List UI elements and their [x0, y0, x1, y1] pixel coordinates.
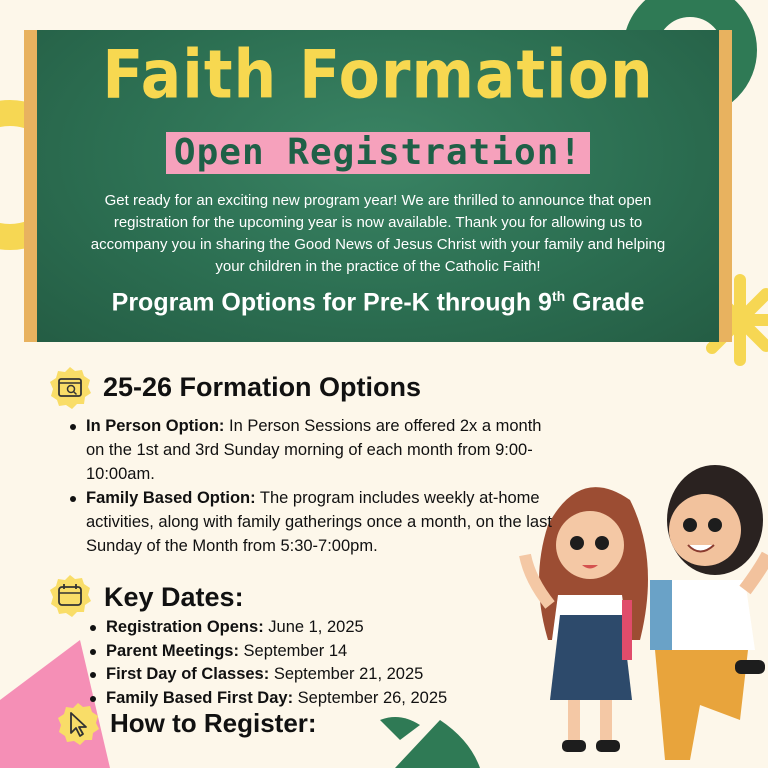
- date-label: Family Based First Day:: [106, 688, 294, 707]
- date-label: Registration Opens:: [106, 618, 264, 636]
- list-item: [88, 616, 508, 640]
- date-label: First Day of Classes:: [106, 665, 270, 683]
- list-item: [68, 486, 558, 558]
- subtitle-banner: Open Registration!: [166, 132, 590, 174]
- list-item: [68, 414, 558, 486]
- program-prefix: Program Options for Pre-K through 9: [111, 288, 552, 317]
- date-label: Parent Meetings:: [106, 641, 239, 660]
- program-options-heading: [37, 288, 719, 317]
- key-dates-heading: Key Dates:: [104, 582, 244, 612]
- option-text: The program includes weekly at-home activities, along with family gatherings once a month, on the last Sunday of the Month from 5:30-7:00pm.: [86, 489, 552, 555]
- cursor-pointer-icon: [56, 702, 100, 746]
- chalkboard-frame: [24, 30, 732, 342]
- date-value: September 14: [238, 641, 348, 660]
- intro-paragraph: Get ready for an exciting new program year! We are thrilled to announce that open registration for the upcoming year is now available. Thank you for allowing us to accompany you in sharing the Good News of Jesus Christ with your family and helping your children in the practice of the Catholic Faith!: [90, 192, 666, 275]
- list-item: [88, 663, 508, 687]
- dates-list: [88, 616, 508, 710]
- options-heading: 25-26 Formation Options: [103, 372, 422, 402]
- browser-search-icon: [48, 366, 92, 410]
- option-label: In Person Option:: [86, 417, 225, 435]
- date-value: June 1, 2025: [263, 618, 364, 636]
- options-list: [68, 414, 558, 558]
- page-title: Faith Formation: [102, 35, 654, 115]
- option-label: Family Based Option:: [86, 489, 256, 507]
- green-wedge-shape-2: [380, 717, 420, 740]
- program-suffix: Grade: [565, 288, 645, 317]
- option-text: In Person Sessions are offered 2x a month on the 1st and 3rd Sunday morning of each month from 9:00-10:00am.: [86, 417, 542, 483]
- subtitle-wrapper: [37, 132, 719, 174]
- chalkboard: [37, 30, 719, 342]
- how-to-register-heading: How to Register:: [110, 708, 317, 738]
- calendar-icon: [48, 574, 92, 618]
- list-item: [88, 640, 508, 664]
- program-sup: th: [551, 288, 566, 304]
- kids-illustration: [525, 465, 768, 760]
- date-value: September 21, 2025: [269, 665, 424, 683]
- date-value: September 26, 2025: [293, 688, 448, 707]
- list-item: [88, 687, 508, 711]
